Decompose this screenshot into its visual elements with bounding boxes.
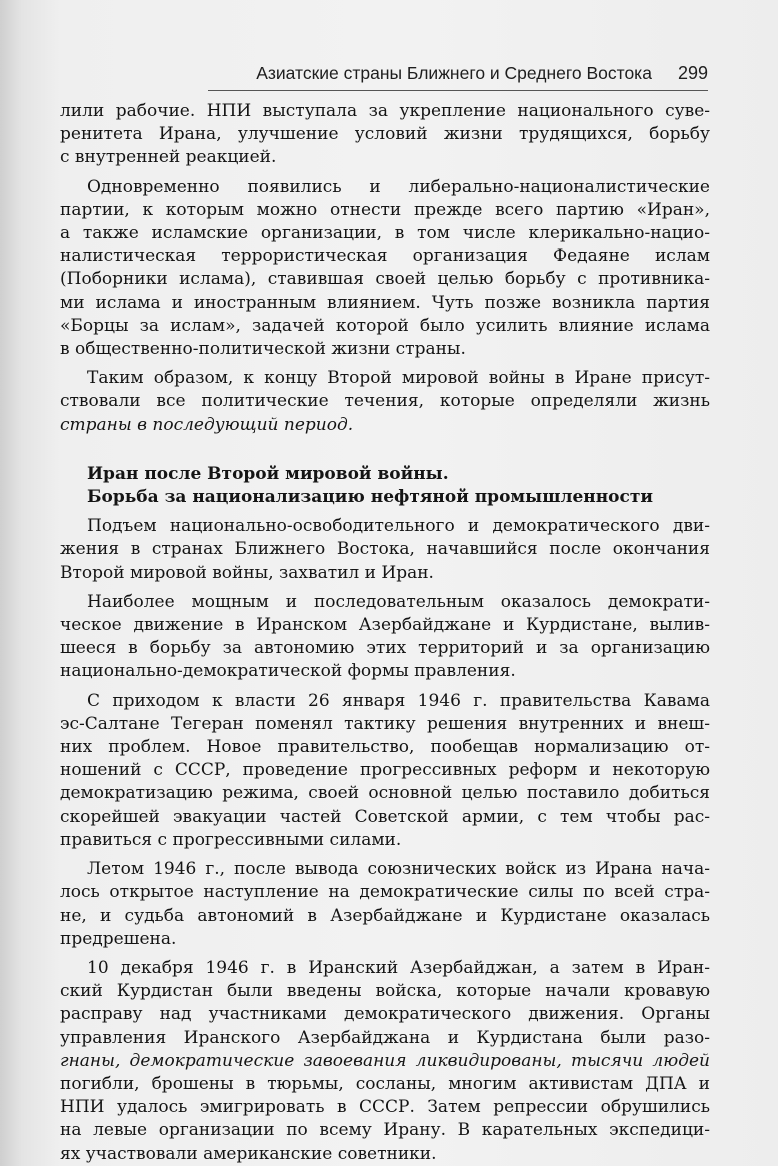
paragraph-line: ренитета Ирана, улучшение условий жизни трудящихся, борьбу bbox=[60, 124, 710, 145]
paragraph-line: на левые организации по всему Ирану. В карательных экспедици- bbox=[60, 1120, 710, 1141]
paragraph-line: Таким образом, к концу Второй мировой войны в Иране присут- bbox=[87, 368, 710, 389]
paragraph-line: страны в последующий период. bbox=[60, 414, 354, 435]
paragraph-line: не, и судьба автономий в Азербайджане и Курдистане оказалась bbox=[60, 905, 710, 926]
paragraph-line: погибли, брошены в тюрьмы, сосланы, многим активистам ДПА и bbox=[60, 1073, 710, 1094]
paragraph-line: ми ислама и иностранным влиянием. Чуть позже возникла партия bbox=[60, 292, 710, 313]
paragraph-line: ствовали все политические течения, которые определяли жизнь bbox=[60, 391, 710, 412]
page-number: 299 bbox=[677, 63, 708, 83]
paragraph-line: лили рабочие. НПИ выступала за укрепление национального суве- bbox=[60, 101, 710, 121]
paragraph-line: правиться с прогрессивными силами. bbox=[60, 829, 402, 850]
paragraph-line: расправу над участниками демократического движения. Органы bbox=[60, 1004, 710, 1025]
paragraph-line: гнаны, демократические завоевания ликвидированы, тысячи людей bbox=[60, 1050, 710, 1071]
running-header bbox=[208, 62, 708, 91]
paragraph-line: ческое движение в Иранском Азербайджане и Курдистане, вылив- bbox=[60, 615, 710, 636]
paragraph-line: ский Курдистан были введены войска, которые начали кровавую bbox=[60, 981, 710, 1002]
paragraph-line: Летом 1946 г., после вывода союзнических войск из Ирана нача- bbox=[87, 859, 710, 880]
paragraph-line: НПИ удалось эмигрировать в СССР. Затем репрессии обрушились bbox=[60, 1097, 710, 1118]
paragraph-line: а также исламские организации, в том числе клерикально-нацио- bbox=[60, 223, 710, 244]
paragraph-line: партии, к которым можно отнести прежде всего партию «Иран», bbox=[60, 199, 710, 220]
paragraph-line: Одновременно появились и либерально-националистические bbox=[87, 176, 710, 197]
section-heading: Иран после Второй мировой войны. bbox=[87, 463, 449, 484]
paragraph-line: лось открытое наступление на демократические силы по всей стра- bbox=[60, 882, 710, 903]
paragraph-line: ях участвовали американские советники. bbox=[60, 1143, 437, 1164]
paragraph-line: Подъем национально-освободительного и демократического дви- bbox=[87, 516, 710, 537]
paragraph-line: шееся в борьбу за автономию этих территорий и за организацию bbox=[60, 638, 710, 659]
paragraph-line: Второй мировой войны, захватил и Иран. bbox=[60, 562, 434, 583]
running-title: Азиатские страны Ближнего и Среднего Востока bbox=[256, 63, 652, 83]
body-text bbox=[60, 100, 710, 1166]
paragraph-line: 10 декабря 1946 г. в Иранский Азербайджан, а затем в Иран- bbox=[87, 957, 710, 978]
paragraph-line: эс-Салтане Тегеран поменял тактику решения внутренних и внеш- bbox=[60, 713, 710, 734]
section-heading: Борьба за национализацию нефтяной промышленности bbox=[87, 487, 654, 508]
paragraph-line: налистическая террористическая организация Федаяне ислам bbox=[60, 246, 710, 267]
paragraph-line: (Поборники ислама), ставившая своей целью борьбу с противника- bbox=[60, 269, 710, 290]
paragraph-line: ношений с СССР, проведение прогрессивных реформ и некоторую bbox=[60, 760, 710, 781]
paragraph-line: управления Иранского Азербайджана и Курдистана были разо- bbox=[60, 1027, 710, 1048]
paragraph-line: «Борцы за ислам», задачей которой было усилить влияние ислама bbox=[60, 315, 710, 336]
paragraph-line: с внутренней реакцией. bbox=[60, 147, 277, 168]
paragraph-line: Наиболее мощным и последовательным оказалось демократи- bbox=[87, 591, 710, 612]
paragraph-line: демократизацию режима, своей основной целью поставило добиться bbox=[60, 783, 710, 804]
paragraph-line: жения в странах Ближнего Востока, начавшийся после окончания bbox=[60, 539, 710, 560]
paragraph-line: них проблем. Новое правительство, пообещав нормализацию от- bbox=[60, 737, 710, 758]
paragraph-line: в общественно-политической жизни страны. bbox=[60, 339, 466, 360]
paragraph-line: национально-демократической формы правления. bbox=[60, 661, 516, 682]
paragraph-line: скорейшей эвакуации частей Советской армии, с тем чтобы рас- bbox=[60, 806, 710, 827]
paragraph-line: С приходом к власти 26 января 1946 г. правительства Кавама bbox=[87, 690, 710, 711]
paragraph-line: предрешена. bbox=[60, 928, 177, 949]
